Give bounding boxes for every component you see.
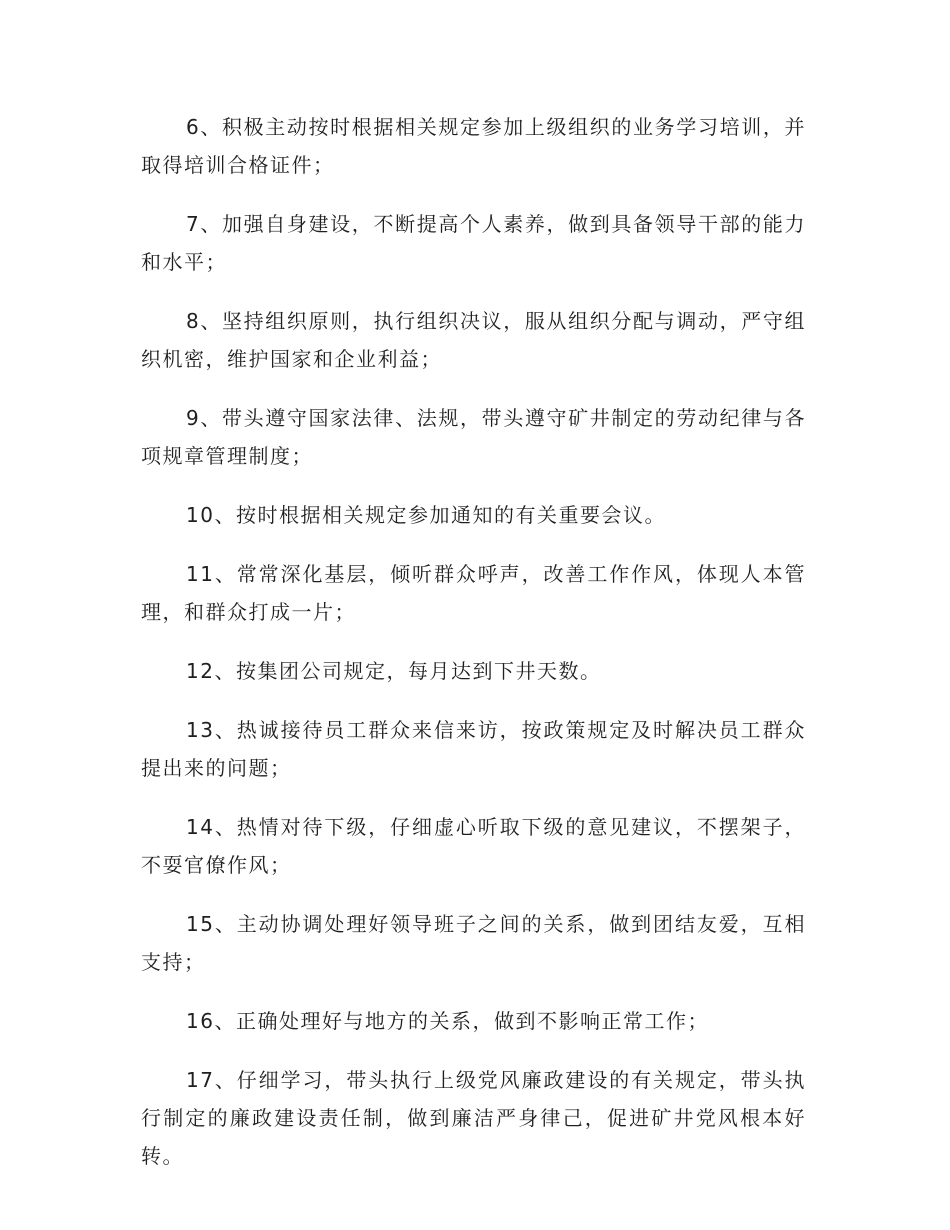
paragraph-item-6: 6、积极主动按时根据相关规定参加上级组织的业务学习培训，并取得培训合格证件； xyxy=(141,115,806,177)
paragraph-item-13: 13、热诚接待员工群众来信来访，按政策规定及时解决员工群众提出来的问题； xyxy=(141,718,806,780)
paragraph-item-16: 16、正确处理好与地方的关系，做到不影响正常工作； xyxy=(186,1009,709,1033)
paragraph-item-7: 7、加强自身建设，不断提高个人素养，做到具备领导干部的能力和水平； xyxy=(141,212,806,274)
paragraph-item-15: 15、主动协调处理好领导班子之间的关系，做到团结友爱，互相支持； xyxy=(141,912,806,974)
document-body xyxy=(141,108,806,1196)
paragraph-item-9: 9、带头遵守国家法律、法规，带头遵守矿井制定的劳动纪律与各项规章管理制度； xyxy=(141,406,806,468)
paragraph-item-8: 8、坚持组织原则，执行组织决议，服从组织分配与调动，严守组织机密，维护国家和企业利益； xyxy=(141,309,806,371)
paragraph-item-17: 17、仔细学习，带头执行上级党风廉政建设的有关规定，带头执行制定的廉政建设责任制，做到廉洁严身律己，促进矿井党风根本好转。 xyxy=(141,1068,806,1168)
paragraph-item-11: 11、常常深化基层，倾听群众呼声，改善工作作风，体现人本管理，和群众打成一片； xyxy=(141,562,806,624)
paragraph-item-10: 10、按时根据相关规定参加通知的有关重要会议。 xyxy=(186,503,666,527)
paragraph-item-14: 14、热情对待下级，仔细虚心听取下级的意见建议，不摆架子，不耍官僚作风； xyxy=(141,815,806,877)
paragraph-item-12: 12、按集团公司规定，每月达到下井天数。 xyxy=(186,659,602,683)
